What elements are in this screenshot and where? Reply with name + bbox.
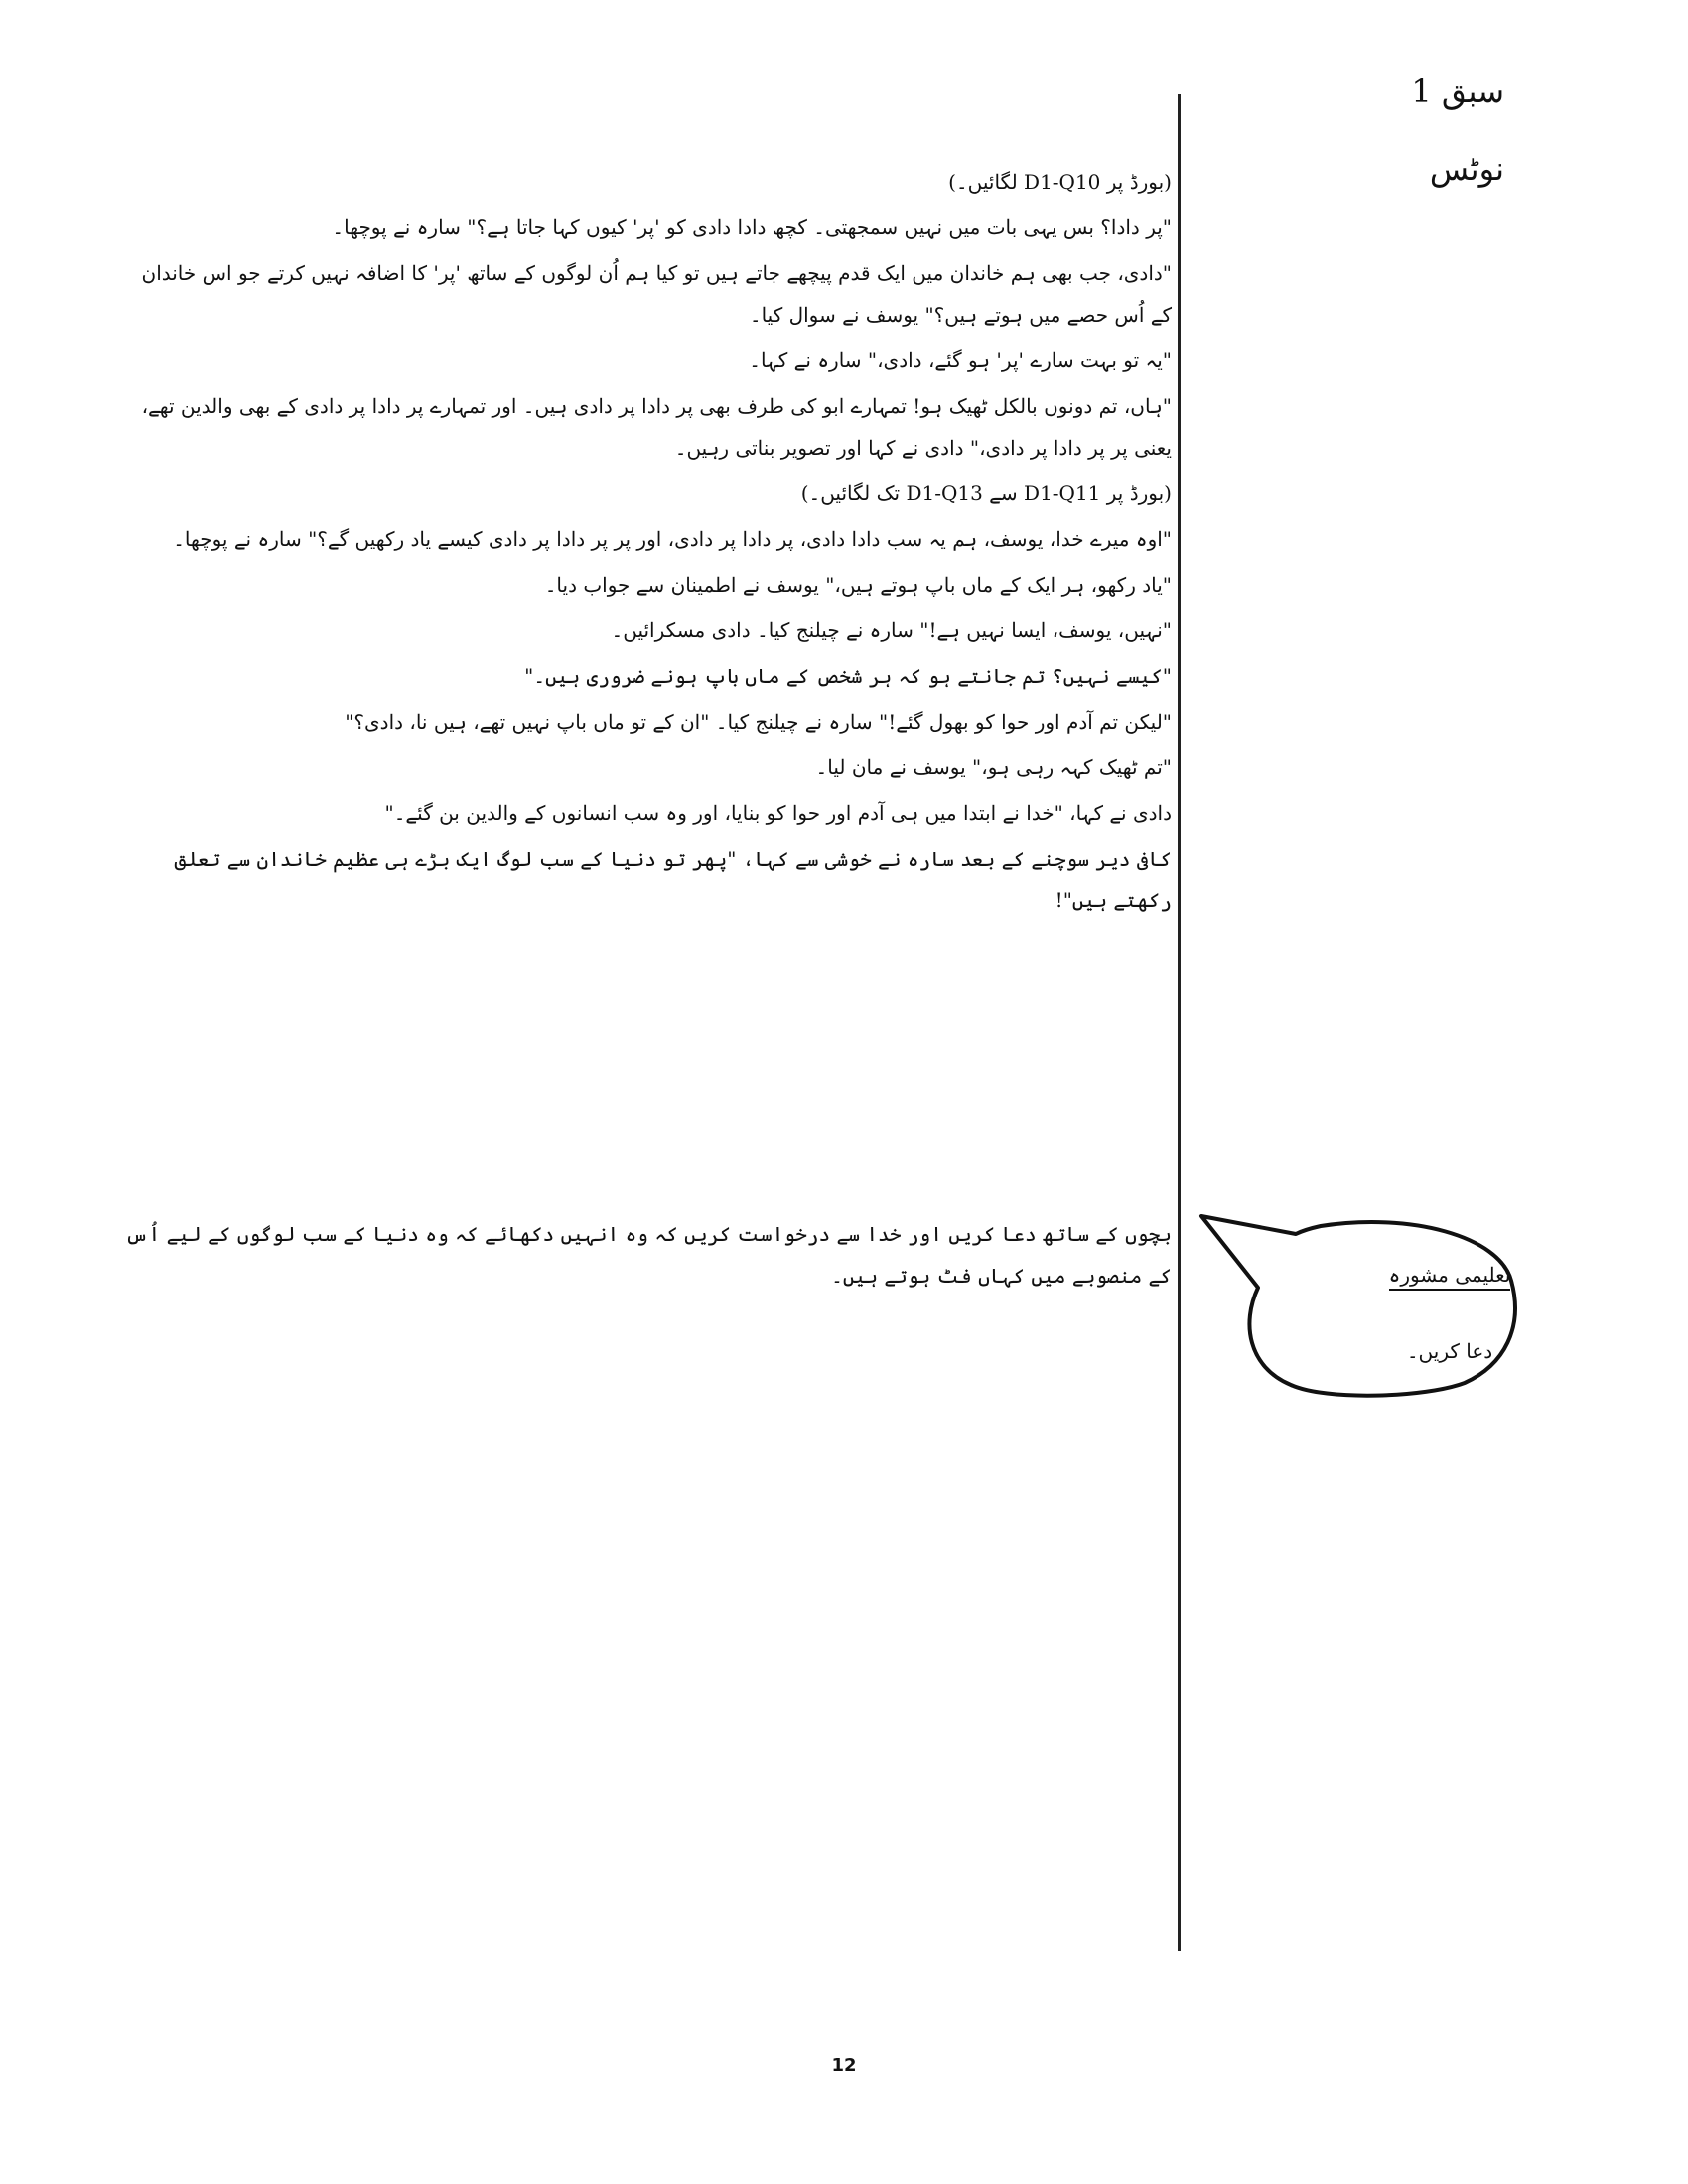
speech-bubble-icon <box>1196 1206 1524 1405</box>
story-line: کافی دیر سوچنے کے بعد سارہ نے خوشی سے کہا، "پھر تو دنیا کے سب لوگ ایک بڑے ہی عظیم خاندان سے تعلق رکھتے ہیں"! <box>174 847 1172 912</box>
notes-heading: نوٹس <box>1429 150 1504 188</box>
story-line: "تم ٹھیک کہہ رہی ہو،" یوسف نے مان لیا۔ <box>815 755 1172 779</box>
story-line: "نہیں، یوسف، ایسا نہیں ہے!" سارہ نے چیلنج کیا۔ دادی مسکرائیں۔ <box>611 618 1172 642</box>
story-line: دادی نے کہا، "خدا نے ابتدا میں ہی آدم اور حوا کو بنایا، اور وہ سب انسانوں کے والدین بن گئے۔" <box>384 801 1172 825</box>
page-number: 12 <box>831 2055 857 2076</box>
story-line: "اوہ میرے خدا، یوسف، ہم یہ سب دادا دادی، پر دادا پر دادی، اور پر پر دادا پر دادی کیسے یاد رکھیں گے؟" سارہ نے پوچھا۔ <box>173 527 1172 551</box>
teaching-advice-text: بچوں کے ساتھ دعا کریں اور خدا سے درخواست کریں کہ وہ انہیں دکھائے کہ وہ دنیا کے سب لوگوں کے لیے اُس کے منصوبے میں کہاں فٹ ہوتے ہیں۔ <box>125 1222 1172 1288</box>
story-line: "پر دادا؟ بس یہی بات میں نہیں سمجھتی۔ کچھ دادا دادی کو 'پر' کیوں کہا جاتا ہے؟" سارہ نے پوچھا۔ <box>332 215 1172 239</box>
story-line: "ہاں، تم دونوں بالکل ٹھیک ہو! تمہارے ابو کی طرف بھی پر دادا پر دادی ہیں۔ اور تمہارے پر دادا پر دادی کے بھی والدین تھے، یعنی پر پر دادا پر دادی،" دادی نے کہا اور تصویر بناتی رہیں۔ <box>141 394 1172 460</box>
column-divider <box>1178 94 1181 1951</box>
story-line: "کیسے نہیں؟ تم جانتے ہو کہ ہر شخص کے ماں باپ ہونے ضروری ہیں۔" <box>524 664 1172 688</box>
callout-body: دعا کریں۔ <box>1406 1339 1493 1363</box>
story-line: "لیکن تم آدم اور حوا کو بھول گئے!" سارہ نے چیلنج کیا۔ "ان کے تو ماں باپ نہیں تھے، ہیں نا، دادی؟" <box>345 710 1172 734</box>
story-line: "یاد رکھو، ہر ایک کے ماں باپ ہوتے ہیں،" یوسف نے اطمینان سے جواب دیا۔ <box>544 573 1172 597</box>
story-line: (بورڈ پر D1-Q11 سے D1-Q13 تک لگائیں۔) <box>800 481 1172 505</box>
callout-title: تعلیمی مشورہ <box>1331 1259 1569 1291</box>
lesson-title: سبق 1 <box>1411 72 1504 110</box>
story-line: "یہ تو بہت سارے 'پر' ہو گئے، دادی،" سارہ نے کہا۔ <box>749 348 1172 372</box>
story-line: (بورڈ پر D1-Q10 لگائیں۔) <box>948 170 1172 194</box>
story-line: "دادی، جب بھی ہم خاندان میں ایک قدم پیچھے جاتے ہیں تو کیا ہم اُن لوگوں کے ساتھ 'پر' کا اضافہ نہیں کرتے جو اس خاندان کے اُس حصے میں ہوتے ہیں؟" یوسف نے سوال کیا۔ <box>141 261 1172 327</box>
story-text <box>114 161 1172 925</box>
